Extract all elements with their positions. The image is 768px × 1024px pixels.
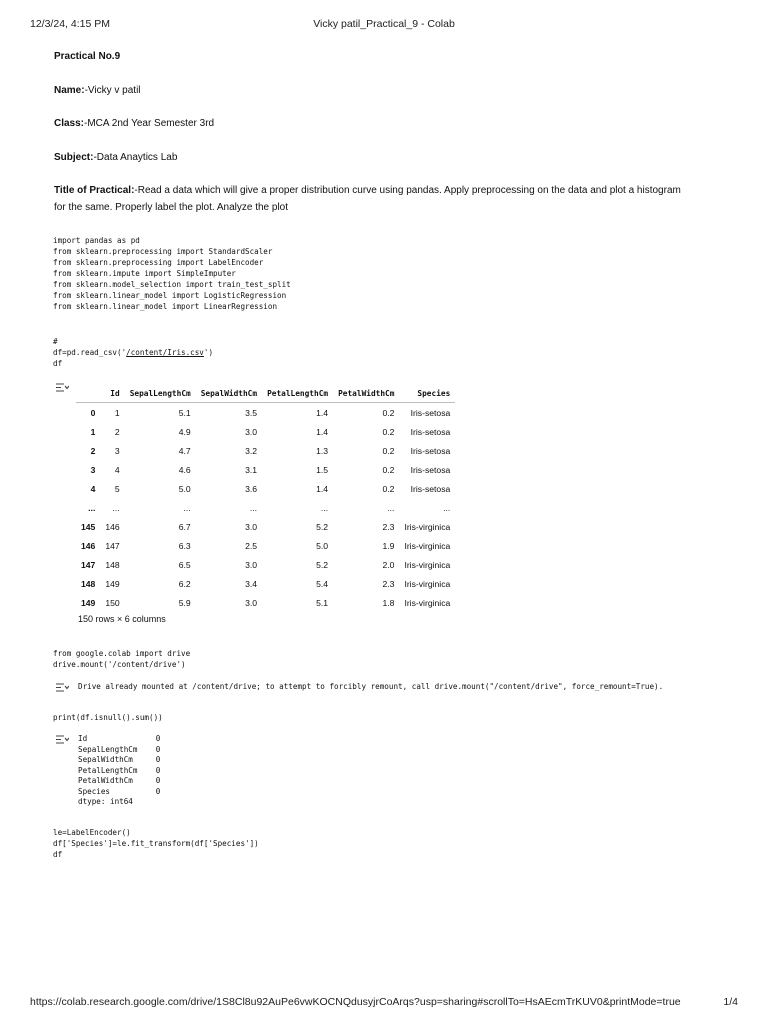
table-cell: 0.2 <box>382 464 395 475</box>
table-cell: 1.4 <box>316 483 329 494</box>
table-cell: ... <box>249 502 258 513</box>
table-cell: 6.5 <box>178 559 191 570</box>
table-cell: Iris-virginica <box>404 540 451 551</box>
table-row <box>76 441 455 460</box>
table-row <box>76 517 455 536</box>
table-cell: 5.2 <box>316 559 329 570</box>
table-cell: Iris-setosa <box>410 426 451 437</box>
table-cell: 5 <box>114 483 120 494</box>
row-index: 147 <box>81 559 96 570</box>
column-header: Id <box>100 384 124 403</box>
row-index: 146 <box>81 540 96 551</box>
column-header: PetalWidthCm <box>333 384 399 403</box>
drive-output: Drive already mounted at /content/drive; to attempt to forcibly remount, call drive.mount("/content/drive", force_remount=True). <box>78 682 664 691</box>
table-cell: 1.4 <box>316 426 329 437</box>
table-cell: 5.2 <box>316 521 329 532</box>
practical-number: Practical No.9 <box>54 51 121 62</box>
table-cell: 3.0 <box>245 426 258 437</box>
table-cell: 148 <box>105 559 120 570</box>
table-cell: 1.8 <box>382 597 395 608</box>
table-cell: 3.0 <box>245 521 258 532</box>
output-toggle-icon[interactable] <box>55 734 69 745</box>
row-index: 1 <box>90 426 96 437</box>
table-cell: 0.2 <box>382 426 395 437</box>
row-index: 3 <box>90 464 96 475</box>
table-cell: 0.2 <box>382 483 395 494</box>
output-toggle-icon[interactable] <box>55 382 69 393</box>
table-cell: 147 <box>105 540 120 551</box>
class-line: Class:-MCA 2nd Year Semester 3rd <box>54 118 215 129</box>
row-index: 149 <box>81 597 96 608</box>
table-cell: 3 <box>114 445 120 456</box>
table-row <box>76 422 455 441</box>
csv-path-link[interactable]: /content/Iris.csv <box>126 348 204 357</box>
table-cell: 5.1 <box>316 597 329 608</box>
page-number: 1/4 <box>723 996 738 1008</box>
table-row <box>76 555 455 574</box>
table-cell: 1.4 <box>316 407 329 418</box>
isnull-output: Id 0 SepalLengthCm 0 SepalWidthCm 0 PetalLengthCm 0 PetalWidthCm 0 Species 0 dtype: int64 <box>78 734 161 806</box>
table-cell: 4.9 <box>178 426 191 437</box>
drive-code-cell[interactable]: from google.colab import drive drive.mount('/content/drive') <box>53 649 191 669</box>
table-cell: Iris-setosa <box>410 445 451 456</box>
table-row <box>76 593 455 612</box>
table-cell: 2.3 <box>382 578 395 589</box>
table-cell: 5.9 <box>178 597 191 608</box>
table-cell: ... <box>443 502 451 513</box>
column-header: SepalLengthCm <box>125 384 196 403</box>
table-cell: ... <box>112 502 120 513</box>
table-cell: 2.0 <box>382 559 395 570</box>
table-cell: ... <box>387 502 395 513</box>
row-index: 145 <box>81 521 96 532</box>
table-cell: 1.9 <box>382 540 395 551</box>
row-index: 4 <box>90 483 96 494</box>
table-row <box>76 498 455 517</box>
table-cell: 150 <box>105 597 120 608</box>
table-cell: 3.0 <box>245 597 258 608</box>
table-cell: Iris-virginica <box>404 521 451 532</box>
table-cell: ... <box>320 502 329 513</box>
table-cell: 3.2 <box>245 445 258 456</box>
table-cell: Iris-setosa <box>410 464 451 475</box>
table-cell: 5.4 <box>316 578 329 589</box>
print-datetime: 12/3/24, 4:15 PM <box>30 18 110 30</box>
table-cell: 5.0 <box>178 483 191 494</box>
table-cell: 4 <box>114 464 120 475</box>
table-row <box>76 536 455 555</box>
table-row <box>76 460 455 479</box>
table-cell: 2.5 <box>245 540 258 551</box>
dataframe-table <box>76 384 455 612</box>
isnull-code-cell[interactable]: print(df.isnull().sum()) <box>53 713 163 722</box>
table-cell: 2.3 <box>382 521 395 532</box>
print-url: https://colab.research.google.com/drive/1S8Cl8u92AuPe6vwKOCNQdusyjrCoArqs?usp=sharing#scrollTo=HsAEcmTrKUV0&printMode=true <box>30 996 681 1008</box>
table-cell: 5.0 <box>316 540 329 551</box>
table-cell: 5.1 <box>178 407 191 418</box>
row-index: 2 <box>90 445 96 456</box>
table-cell: 149 <box>105 578 120 589</box>
column-header: Species <box>399 384 455 403</box>
imports-code-cell[interactable]: import pandas as pd from sklearn.preprocessing import StandardScaler from sklearn.preprocessing import LabelEncoder from sklearn.impute import SimpleImputer from sklearn.model_selection import train_test_split from sklearn.linear_model import LogisticRegression from sklearn.linear_model import LinearRegression <box>53 236 291 311</box>
column-header: SepalWidthCm <box>196 384 262 403</box>
table-row <box>76 403 455 423</box>
table-cell: 3.0 <box>245 559 258 570</box>
table-cell: 1 <box>114 407 120 418</box>
dataframe-body <box>76 403 455 613</box>
table-cell: 6.2 <box>178 578 191 589</box>
label-encode-code-cell[interactable]: le=LabelEncoder() df['Species']=le.fit_transform(df['Species']) df <box>53 828 259 859</box>
row-index: ... <box>88 502 96 513</box>
print-title: Vicky patil_Practical_9 - Colab <box>313 18 455 30</box>
table-cell: 3.5 <box>245 407 258 418</box>
table-cell: 1.3 <box>316 445 329 456</box>
name-line: Name:-Vicky v patil <box>54 85 141 96</box>
table-row <box>76 574 455 593</box>
table-cell: ... <box>183 502 191 513</box>
table-row <box>76 479 455 498</box>
table-cell: 3.6 <box>245 483 258 494</box>
table-cell: Iris-setosa <box>410 407 451 418</box>
output-toggle-icon[interactable] <box>55 682 69 693</box>
dataframe-header <box>76 384 455 403</box>
table-cell: 1.5 <box>316 464 329 475</box>
row-index: 148 <box>81 578 96 589</box>
table-cell: Iris-setosa <box>410 483 451 494</box>
table-cell: 4.6 <box>178 464 191 475</box>
table-cell: Iris-virginica <box>404 597 451 608</box>
subject-line: Subject:-Data Anaytics Lab <box>54 152 178 163</box>
table-cell: 2 <box>114 426 120 437</box>
column-header-index <box>76 384 100 403</box>
table-cell: 0.2 <box>382 407 395 418</box>
table-cell: 3.4 <box>245 578 258 589</box>
table-cell: 146 <box>105 521 120 532</box>
practical-title: Title of Practical:-Read a data which will give a proper distribution curve using pandas. Apply preprocessing on the data and plot a histogram for the same. Properly label the plot. Analyze the plot <box>54 185 681 213</box>
read-csv-code-cell[interactable]: # df=pd.read_csv('/content/Iris.csv') df <box>53 337 214 368</box>
table-cell: 6.7 <box>178 521 191 532</box>
table-cell: 3.1 <box>245 464 258 475</box>
column-header: PetalLengthCm <box>262 384 333 403</box>
table-cell: Iris-virginica <box>404 578 451 589</box>
table-cell: 4.7 <box>178 445 191 456</box>
table-cell: 6.3 <box>178 540 191 551</box>
dataframe-shape: 150 rows × 6 columns <box>78 614 166 624</box>
row-index: 0 <box>90 407 96 418</box>
table-cell: 0.2 <box>382 445 395 456</box>
table-cell: Iris-virginica <box>404 559 451 570</box>
